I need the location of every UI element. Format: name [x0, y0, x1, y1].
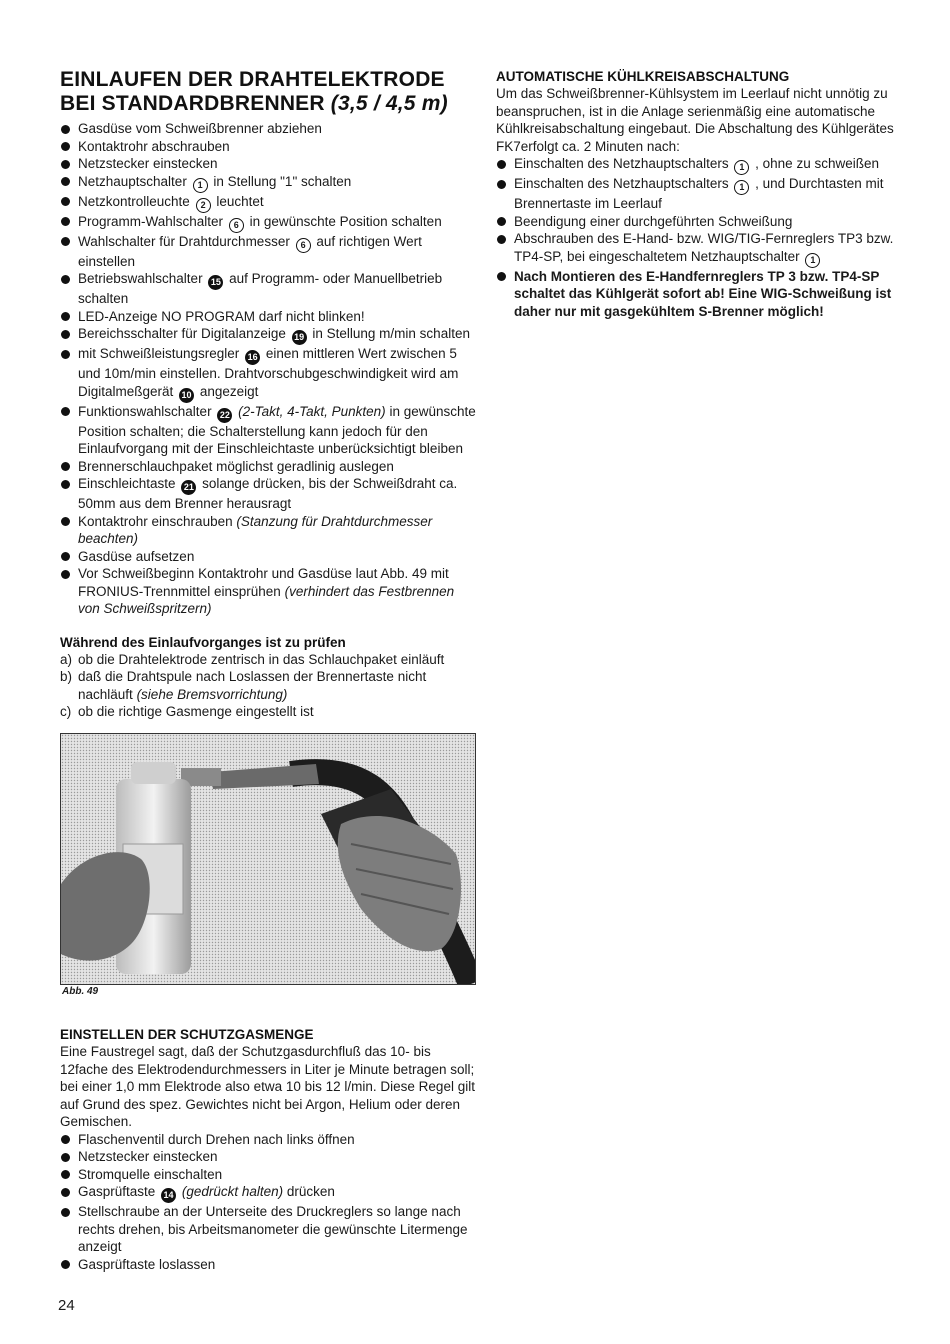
bullet-text-cont: in gewünschte Position schalten — [249, 213, 442, 229]
bullet-item — [60, 1166, 476, 1184]
bullet-text: Vor Schweißbeginn Kontaktrohr und Gasdüse laut Abb. 49 mit FRONIUS-Trennmittel einsprühen — [78, 566, 449, 599]
callout-number: 10 — [179, 388, 194, 403]
page-number: 24 — [58, 1297, 75, 1314]
bullet-item — [60, 548, 476, 566]
bullet-note: (2-Takt, 4-Takt, Punkten) — [238, 403, 386, 419]
bullet-item — [60, 565, 476, 618]
bullet-text: Netzstecker einstecken — [78, 1149, 218, 1164]
callout-number: 6 — [229, 218, 244, 233]
gas-steps — [60, 1131, 476, 1274]
bullet-item — [60, 1256, 476, 1274]
bullet-text-cont: angezeigt — [199, 383, 259, 399]
right-column — [496, 68, 912, 320]
check-letter: a) — [60, 651, 73, 667]
gas-heading: EINSTELLEN DER SCHUTZGASMENGE — [60, 1027, 314, 1042]
check-text: ob die Drahtelektrode zentrisch in das Schlauchpaket einläuft — [78, 651, 445, 667]
cooling-heading: AUTOMATISCHE KÜHLKREISABSCHALTUNG — [496, 69, 790, 84]
bullet-text: Kontaktrohr einschrauben — [78, 513, 233, 529]
left-column — [60, 68, 476, 721]
bullet-text: Einschleichtaste — [78, 476, 176, 491]
bullet-item — [60, 403, 476, 458]
check-item — [60, 703, 476, 721]
bullet-text-cont: auf richtigen Wert einstellen — [78, 233, 422, 269]
bullet-item — [496, 268, 912, 321]
bullet-text: Gasprüftaste — [78, 1184, 156, 1199]
bullet-item — [60, 1183, 476, 1203]
bullet-text: Bereichsschalter für Digitalanzeige — [78, 326, 286, 341]
gas-section — [60, 1026, 476, 1273]
bullet-item — [496, 155, 912, 175]
bullet-item — [60, 1131, 476, 1149]
bullet-item — [496, 230, 912, 268]
bullet-text: Beendigung einer durchgeführten Schweißung — [514, 213, 793, 229]
bullet-item — [60, 1203, 476, 1256]
bullet-text-cont: solange drücken, bis der Schweißdraht ca. 50mm aus dem Brenner herausragt — [78, 476, 458, 511]
bullet-text: Gasdüse aufsetzen — [78, 548, 195, 564]
check-text: daß die Drahtspule nach Loslassen der Brennertaste nicht nachläuft — [78, 669, 427, 702]
bullet-text-cont: drücken — [286, 1184, 335, 1199]
bullet-text: Stromquelle einschalten — [78, 1166, 223, 1182]
bullet-item — [60, 458, 476, 476]
bullet-text: Netzhauptschalter — [78, 173, 187, 189]
check-item — [60, 668, 476, 703]
bullet-text: Betriebswahlschalter — [78, 271, 203, 286]
callout-number: 15 — [208, 275, 223, 290]
callout-number: 1 — [193, 178, 208, 193]
bullet-text: Kontaktrohr abschrauben — [78, 138, 230, 154]
bullet-item — [496, 175, 912, 213]
section-title: EINLAUFEN DER DRAHTELEKTRODE BEI STANDARDBRENNER (3,5 / 4,5 m) — [60, 68, 448, 115]
callout-number: 14 — [161, 1188, 176, 1203]
check-note: (siehe Bremsvorrichtung) — [136, 686, 288, 702]
callout-number: 22 — [217, 408, 232, 423]
bullet-text: Einschalten des Netzhauptschalters — [514, 176, 729, 191]
bullet-text: Programm-Wahlschalter — [78, 213, 224, 229]
bullet-text: Einschalten des Netzhauptschalters — [514, 156, 729, 171]
bullet-item — [60, 138, 476, 156]
bullet-text: Stellschraube an der Unterseite des Druckreglers so lange nach rechts drehen, bis Arbeitsmanometer die gewünschte Litermenge anzeigt — [78, 1204, 468, 1254]
bullet-item — [60, 1148, 476, 1166]
bullet-text: Netzkontrolleuchte — [78, 193, 190, 209]
bullet-note: (gedrückt halten) — [181, 1184, 284, 1199]
bullet-item — [60, 345, 476, 403]
check-list — [60, 651, 476, 721]
callout-number: 1 — [805, 253, 820, 268]
cooling-paragraph: Um das Schweißbrenner-Kühlsystem im Leerlauf nicht unnötig zu beanspruchen, ist in die Anlage serienmäßig eine automatische Kühlkreisabschaltung eingebaut. Die Abschaltung des Kühlgerätes FK7erfolgt ca. 2 Minuten nach: — [496, 86, 894, 154]
cooling-conditions — [496, 155, 912, 320]
bullet-item — [60, 308, 476, 326]
bullet-item — [60, 213, 476, 233]
bullet-text-cont: in Stellung "1" schalten — [213, 173, 352, 189]
bullet-item — [60, 513, 476, 548]
bullet-item — [60, 270, 476, 308]
bullet-text-cont: leuchtet — [216, 193, 264, 209]
bullet-item — [60, 325, 476, 345]
callout-number: 2 — [196, 198, 211, 213]
bullet-text: Nach Montieren des E-Handfernreglers TP 3 bzw. TP4-SP schaltet das Kühlgerät sofort ab! Eine WIG-Schweißung ist daher nur mit gasgekühltem S-Brenner möglich! — [514, 268, 892, 319]
check-letter: c) — [60, 704, 72, 719]
bullet-text: Abschrauben des E-Hand- bzw. WIG/TIG-Fernreglers TP3 bzw. TP4-SP, bei eingeschaltetem Netzhauptschalter — [514, 231, 894, 264]
check-letter: b) — [60, 669, 73, 684]
check-text: ob die richtige Gasmenge eingestellt ist — [78, 704, 314, 719]
callout-number: 1 — [734, 180, 749, 195]
bullet-text: Brennerschlauchpaket möglichst geradlinig auslegen — [78, 458, 394, 474]
callout-number: 16 — [245, 350, 260, 365]
callout-number: 6 — [296, 238, 311, 253]
check-item — [60, 651, 476, 669]
bullet-text-cont: einen mittleren Wert zwischen 5 und 10m/min einstellen. Drahtvorschubgeschwindigkeit wird am Digitalmeßgerät — [78, 346, 459, 399]
bullet-text-cont: , ohne zu schweißen — [755, 156, 879, 171]
figure-49-photo — [60, 733, 476, 985]
bullet-item — [496, 213, 912, 231]
bullet-text: Funktionswahlschalter — [78, 403, 212, 419]
bullet-item — [60, 173, 476, 193]
callout-number: 19 — [292, 330, 307, 345]
callout-number: 21 — [181, 480, 196, 495]
bullet-text-cont: in Stellung m/min schalten — [312, 326, 470, 341]
bullet-text: Wahlschalter für Drahtdurchmesser — [78, 233, 290, 249]
bullet-item — [60, 193, 476, 213]
wire-feed-steps — [60, 120, 476, 618]
bullet-note: (Stanzung für Drahtdurchmesser beachten) — [78, 513, 433, 546]
bullet-text: LED-Anzeige NO PROGRAM darf nicht blinken! — [78, 308, 365, 324]
bullet-text: Netzstecker einstecken — [78, 156, 218, 171]
bullet-text-cont: , und Durchtasten mit Brennertaste im Leerlauf — [514, 176, 884, 211]
bullet-text: Gasdüse vom Schweißbrenner abziehen — [78, 121, 322, 136]
bullet-item — [60, 233, 476, 271]
bullet-item — [60, 475, 476, 513]
callout-number: 1 — [734, 160, 749, 175]
bullet-note: (verhindert das Festbrennen von Schweißspritzern) — [78, 583, 455, 616]
bullet-text: Gasprüftaste loslassen — [78, 1256, 216, 1272]
bullet-text-cont: in gewünschte Position schalten; die Schalterstellung kann jedoch für den Einlaufvorgang mit der Einschleichtaste unberücksichtigt bleiben — [78, 403, 476, 456]
bullet-item — [60, 155, 476, 173]
check-heading: Während des Einlaufvorganges ist zu prüfen — [60, 634, 346, 650]
bullet-item — [60, 120, 476, 138]
bullet-text: mit Schweißleistungsregler — [78, 346, 240, 361]
gas-paragraph: Eine Faustregel sagt, daß der Schutzgasdurchfluß das 10- bis 12fache des Elektrodendurchmessers in Liter je Minute betragen soll; bei einer 1,0 mm Elektrode also etwa 10 bis 12 l/min. Diese Regel gilt auf Grund des spez. Gewichtes nicht bei Argon, Helium oder deren Gemischen. — [60, 1044, 475, 1129]
bullet-text-cont: auf Programm- oder Manuellbetrieb schalten — [78, 271, 443, 306]
figure-caption: Abb. 49 — [62, 986, 99, 997]
bullet-text: Flaschenventil durch Drehen nach links öffnen — [78, 1131, 355, 1147]
